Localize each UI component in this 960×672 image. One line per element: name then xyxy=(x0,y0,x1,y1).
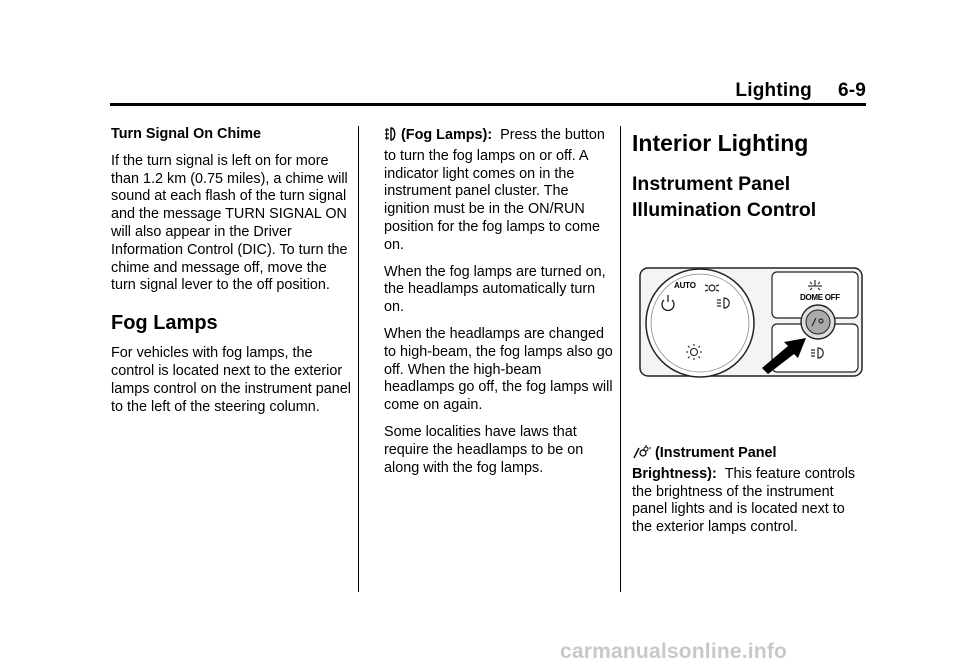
fog-lamps-paragraph: For vehicles with fog lamps, the control is located next to the exterior lamps control on the instrument panel to the left of the steering column. xyxy=(111,345,351,415)
chime-heading: Turn Signal On Chime xyxy=(111,126,262,142)
interior-lighting-title: Interior Lighting xyxy=(632,130,809,156)
fog-lamps-heading: Fog Lamps xyxy=(111,312,218,335)
column-divider-2 xyxy=(620,126,621,592)
section-title: Lighting xyxy=(735,80,812,101)
page-header xyxy=(735,80,866,102)
fog-lamps-label: (Fog Lamps): xyxy=(401,127,493,143)
brightness-definition xyxy=(632,442,868,537)
column-1 xyxy=(111,126,351,425)
fog-paragraph-2: When the fog lamps are turned on, the headlamps automatically turn on. xyxy=(384,263,606,316)
panel-dome-off-label: DOME OFF xyxy=(800,293,840,302)
fog-paragraph-3: When the headlamps are changed to high-beam, the fog lamps also go off. When the high-beam headlamps go off, the fog lamps will come on again. xyxy=(384,325,613,414)
fog-paragraph-4: Some localities have laws that require the headlamps to be on along with the fog lamps. xyxy=(384,423,584,476)
header-rule xyxy=(110,103,866,106)
brightness-text: This feature controls the brightness of the instrument panel lights and is located next to the exterior lamps control. xyxy=(632,465,856,536)
fog-lamp-icon xyxy=(384,126,398,148)
watermark: carmanualsonline.info xyxy=(560,640,788,663)
column-3 xyxy=(632,126,868,223)
fog-lamps-definition xyxy=(384,126,614,255)
brightness-label: (Instrument Panel Brightness): xyxy=(632,445,777,482)
instrument-panel-brightness-icon xyxy=(632,442,652,466)
ip-illumination-subtitle: Instrument Panel Illumination Control xyxy=(632,173,817,221)
panel-auto-label: AUTO xyxy=(674,281,696,290)
fog-lamps-text: Press the button to turn the fog lamps on or off. A indicator light comes on in the instrument panel cluster. The ignition must be in the ON/RUN position for the fog lamps to come on. xyxy=(384,127,605,253)
page-number: 6-9 xyxy=(837,80,866,101)
column-divider-1 xyxy=(358,126,359,592)
chime-paragraph: If the turn signal is left on for more than 1.2 km (0.75 miles), a chime will sound at each flash of the turn signal and the message TURN SIGNAL ON will also appear in the Driver Information Control (DIC). To turn the chime and message off, move the turn signal lever to the off position. xyxy=(111,152,348,294)
column-2 xyxy=(384,126,614,486)
headlamp-control-illustration xyxy=(638,266,864,378)
